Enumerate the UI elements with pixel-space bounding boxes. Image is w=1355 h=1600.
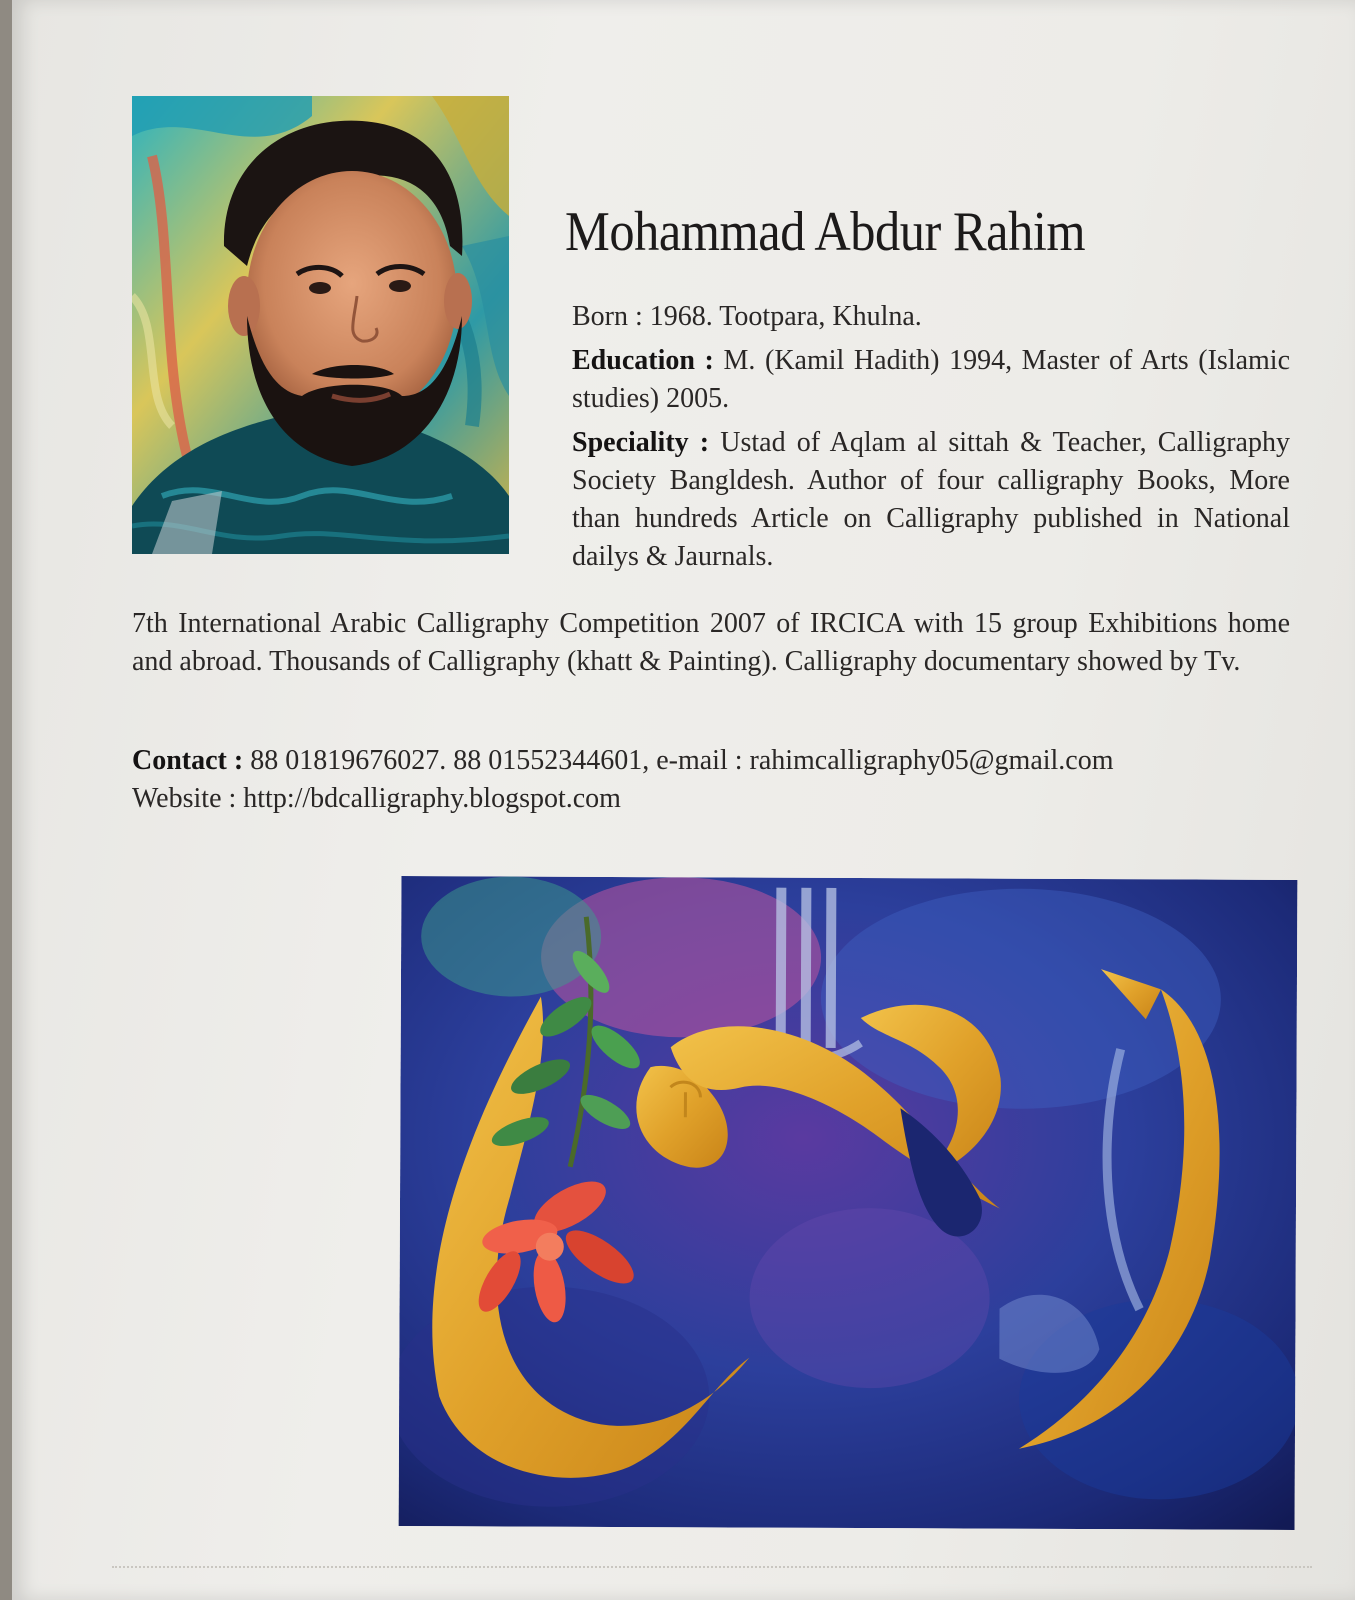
contact-label: Contact : (132, 745, 244, 776)
page-divider (112, 1566, 1312, 1572)
achievements-paragraph: 7th International Arabic Calligraphy Competition 2007 of IRCICA with 15 group Exhibitions home and abroad. Thousands of Calligraphy (khatt & Painting). Calligraphy documentary showed by Tv. (132, 608, 1290, 677)
bio-section (572, 298, 1290, 582)
speciality-text: Ustad of Aqlam al sittah & Teacher, Calligraphy Society Bangldesh. Author of four calligraphy Books, More than hundreds Article on Calligraphy published in National dailys & Jaurnals. (572, 427, 1290, 572)
speciality-line (572, 424, 1290, 576)
education-label: Education : (572, 345, 714, 376)
painting-illustration (399, 876, 1298, 1530)
website-line: Website : http://bdcalligraphy.blogspot.com (132, 783, 621, 814)
contact-line (132, 742, 1312, 780)
contact-section (132, 742, 1312, 818)
born-line: Born : 1968. Tootpara, Khulna. (572, 301, 922, 332)
education-text: M. (Kamil Hadith) 1994, Master of Arts (Islamic studies) 2005. (572, 345, 1291, 414)
portrait-illustration (132, 96, 509, 554)
portrait-photo (132, 96, 509, 554)
education-line (572, 342, 1290, 418)
calligraphy-painting (399, 876, 1298, 1530)
brochure-page (12, 0, 1355, 1600)
contact-text: 88 01819676027. 88 01552344601, e-mail : rahimcalligraphy05@gmail.com (243, 745, 1114, 776)
artist-name: Mohammad Abdur Rahim (565, 201, 1086, 263)
speciality-label: Speciality : (572, 427, 710, 458)
